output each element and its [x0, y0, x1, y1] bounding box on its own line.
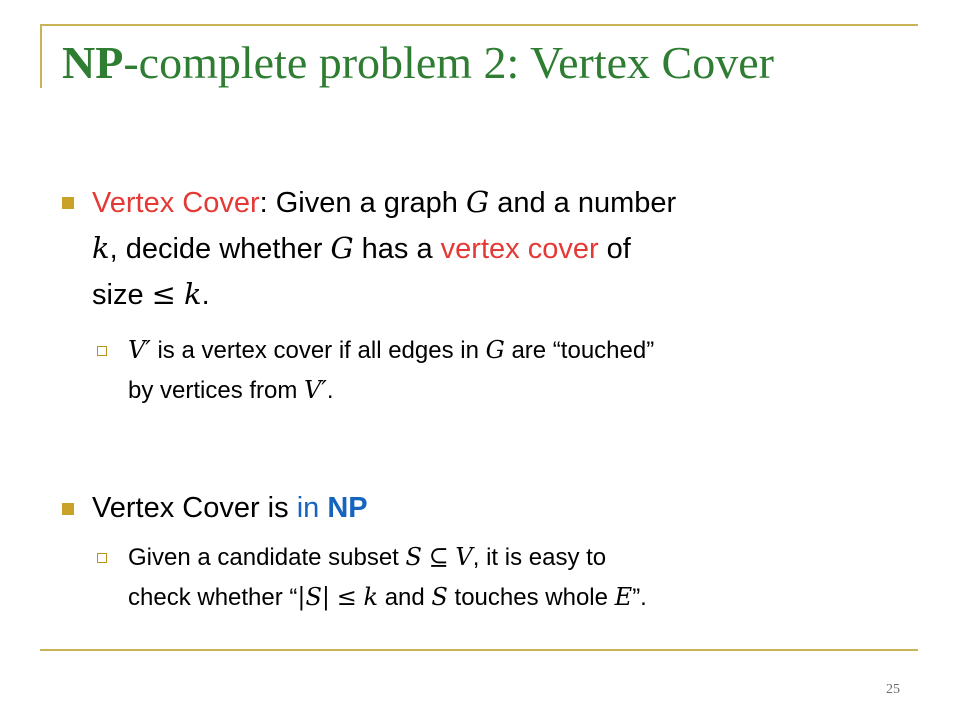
bullet1-line2: k, decide whether G has a vertex cover of — [92, 231, 631, 265]
bullet-icon — [62, 503, 74, 515]
page-number: 25 — [886, 682, 900, 697]
bullet1-line1: Vertex Cover: Given a graph G and a number — [92, 185, 677, 219]
sub2-line2: check whether “|S| ≤ k and S touches whole E”. — [128, 583, 647, 611]
sub2-line1: Given a candidate subset S ⊆ V, it is easy to — [128, 543, 607, 571]
bullet2-line: Vertex Cover is in NP — [92, 492, 368, 524]
slide-title: NP-complete problem 2: Vertex Cover — [62, 37, 774, 88]
bottom-rule — [40, 649, 918, 651]
sub1-line1: V′ is a vertex cover if all edges in G are “touched” — [128, 336, 655, 364]
sub-bullet-icon — [97, 553, 107, 563]
sub-bullet-icon — [97, 346, 107, 356]
sub1-line2: by vertices from V′. — [128, 376, 334, 404]
left-rule — [40, 24, 42, 88]
top-rule — [40, 24, 918, 26]
bullet-icon — [62, 197, 74, 209]
bullet1-line3: size ≤ k. — [92, 277, 210, 311]
